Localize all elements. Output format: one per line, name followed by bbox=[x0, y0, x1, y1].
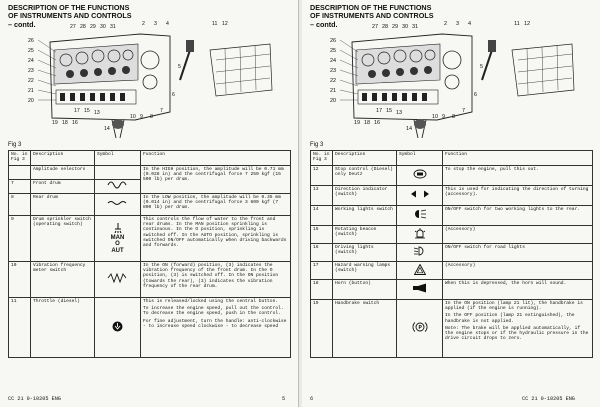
table-row: 13 Direction indicator (switch) This is used for indicating the direction of turning (accessory). bbox=[311, 186, 593, 206]
fig-num: 28 bbox=[382, 24, 389, 30]
fig-num: 26 bbox=[330, 38, 337, 44]
direction-arrows-icon bbox=[410, 190, 430, 198]
throttle-icon bbox=[112, 321, 123, 332]
fig-num: 29 bbox=[392, 24, 399, 30]
rotating-beacon-icon bbox=[414, 228, 426, 239]
table-row: 7 Front drum bbox=[9, 180, 291, 194]
man-o-aut-label: MAN O AUT bbox=[110, 234, 125, 254]
high-amplitude-wave-icon bbox=[107, 181, 129, 189]
table-row: 19 Handbrake switch P In the ON position (lamp 21 lit), the handbrake is applied (if the engine is running). In the OFF position (lamp 21 extinguished), the handbrake is not applied. Note: The brake will be applied automatically, if the engine stops or if the hydraulic pressure in the drive circuit drops to zero. bbox=[311, 300, 593, 358]
horn-icon bbox=[412, 283, 428, 293]
fig-num: 10 bbox=[130, 114, 136, 120]
fig-num: 15 bbox=[84, 108, 90, 114]
table-row: 12 Stop control (Diesel) only Deutz To stop the engine, pull this out. bbox=[311, 166, 593, 186]
fig-num: 3 bbox=[456, 21, 460, 27]
table-row: Amplitude selectors In the HIGH position, the amplitude will be 0.71 mm (0.028 in) and the centrifugal force 7 250 kgf (15 500 lb) per drum. bbox=[9, 166, 291, 180]
fig-num: 26 bbox=[28, 38, 34, 44]
fig-num: 28 bbox=[80, 24, 86, 30]
fig-num: 6 bbox=[474, 92, 478, 98]
fig-num: 15 bbox=[386, 108, 393, 114]
page-number: 5 bbox=[282, 396, 286, 402]
fig-num: 24 bbox=[28, 58, 34, 64]
fig-num: 18 bbox=[62, 120, 68, 126]
figure-label: Fig 3 bbox=[310, 142, 324, 148]
header-function: Function bbox=[443, 151, 593, 166]
table-row: 16 Driving lights (switch) ON/OFF switch for road lights bbox=[311, 244, 593, 262]
fig-num: 2 bbox=[142, 21, 145, 27]
fig-num: 21 bbox=[28, 88, 34, 94]
fig-num: 12 bbox=[524, 21, 531, 27]
header-symbol: Symbol bbox=[95, 151, 141, 166]
fig-num: 23 bbox=[330, 68, 337, 74]
fig-num: 14 bbox=[104, 126, 110, 132]
instrument-panel-figure bbox=[20, 20, 280, 138]
fig-num: 20 bbox=[28, 98, 34, 104]
driving-lights-icon bbox=[413, 246, 427, 256]
fig-num: 11 bbox=[212, 21, 218, 27]
table-row: 11 Throttle (diesel) This is released/locked using the central button. To increase the engine speed, pull out the control. To decrease the engine speed, push in the control. For fine adjustment, turn the handle: anti-clockwise - to increase speed clockwise - to decrease speed bbox=[9, 298, 291, 358]
page-title: DESCRIPTION OF THE FUNCTIONS OF INSTRUMENTS AND CONTROLS – contd. bbox=[310, 3, 434, 29]
fig-num: 5 bbox=[480, 64, 484, 70]
sprinkler-icon bbox=[113, 223, 123, 233]
table-header-row bbox=[9, 151, 291, 166]
fig-num: 19 bbox=[52, 120, 58, 126]
left-page bbox=[0, 0, 299, 407]
fig-num: 31 bbox=[412, 24, 419, 30]
fig-num: 14 bbox=[406, 126, 413, 132]
functions-table bbox=[310, 150, 593, 358]
fig-num: 8 bbox=[150, 114, 153, 120]
working-light-icon bbox=[413, 209, 427, 219]
fig-num: 7 bbox=[462, 108, 466, 114]
header-no: No. in Fig 3 bbox=[9, 151, 31, 166]
fig-num: 8 bbox=[452, 114, 456, 120]
fig-num: 12 bbox=[222, 21, 228, 27]
fig-num: 3 bbox=[154, 21, 157, 27]
fig-num: 27 bbox=[372, 24, 379, 30]
table-row: 18 Horn (button) When this is depressed, the horn will sound. bbox=[311, 280, 593, 300]
fig-num: 22 bbox=[28, 78, 34, 84]
hazard-warning-icon bbox=[414, 264, 426, 275]
fig-num: 10 bbox=[432, 114, 439, 120]
fig-num: 25 bbox=[28, 48, 34, 54]
functions-table bbox=[8, 150, 291, 358]
header-function: Function bbox=[141, 151, 291, 166]
fig-num: 2 bbox=[444, 21, 448, 27]
footer-doc-code: CC 21 0-10205 ENG bbox=[522, 396, 575, 402]
fig-num: 20 bbox=[330, 98, 337, 104]
stop-control-icon bbox=[413, 169, 427, 179]
page-title: DESCRIPTION OF THE FUNCTIONS OF INSTRUMENTS AND CONTROLS – contd. bbox=[8, 3, 132, 29]
fig-num: 7 bbox=[160, 108, 163, 114]
fig-num: 30 bbox=[100, 24, 106, 30]
figure-label: Fig 3 bbox=[8, 142, 22, 148]
right-page bbox=[302, 0, 600, 407]
fig-num: 16 bbox=[374, 120, 381, 126]
instrument-panel-figure bbox=[322, 20, 582, 138]
handbrake-icon bbox=[412, 321, 428, 333]
fig-num: 23 bbox=[28, 68, 34, 74]
fig-num: 31 bbox=[110, 24, 116, 30]
fig-num: 18 bbox=[364, 120, 371, 126]
table-row: 14 Working lights switch ON/OFF switch for two working lights to the rear. bbox=[311, 206, 593, 226]
fig-num: 30 bbox=[402, 24, 409, 30]
fig-num: 5 bbox=[178, 64, 181, 70]
fig-num: 6 bbox=[172, 92, 175, 98]
fig-num: 19 bbox=[354, 120, 361, 126]
fig-num: 13 bbox=[396, 110, 403, 116]
fig-num: 27 bbox=[70, 24, 76, 30]
fig-num: 22 bbox=[330, 78, 337, 84]
table-row: 9 Drum sprinkler switch (operating switch) MAN O AUT This controls the flow of water to the front and rear drums. In the MAN position sprinkling is continuous. In the O position, sprinkling is switched off. In the AUTO position, sprinkling is switched ON/OFF automatically when driving backwards and forwards. bbox=[9, 216, 291, 262]
header-symbol: Symbol bbox=[397, 151, 443, 166]
fig-num: 21 bbox=[330, 88, 337, 94]
fig-num: 16 bbox=[72, 120, 78, 126]
svg-text:P: P bbox=[418, 325, 422, 332]
table-row: 10 Vibration frequency meter switch In the ON (forward) position, (3) indicates the vibration frequency of the front drum. In the O position, (3) is switched off. In the ON position (towards the rear), (3) indicates the vibration frequency of the rear drum. bbox=[9, 262, 291, 298]
fig-num: 9 bbox=[442, 114, 446, 120]
fig-num: 29 bbox=[90, 24, 96, 30]
header-no: No. in Fig 3 bbox=[311, 151, 333, 166]
fig-num: 9 bbox=[140, 114, 143, 120]
table-row: 17 Hazard warning lamps (switch) (Accessory) bbox=[311, 262, 593, 280]
fig-num: 24 bbox=[330, 58, 337, 64]
fig-num: 17 bbox=[74, 108, 80, 114]
header-description: Description bbox=[333, 151, 397, 166]
fig-num: 11 bbox=[514, 21, 520, 27]
fig-num: 13 bbox=[94, 110, 100, 116]
fig-num: 17 bbox=[376, 108, 383, 114]
fig-num: 4 bbox=[468, 21, 472, 27]
footer-doc-code: CC 21 0-10205 ENG bbox=[8, 396, 61, 402]
table-row: 8 Rear drum In the LOW position, the amplitude will be 0.35 mm (0.014 in) and the centrifugal force 3 600 kgf (7 800 lb) per drum. bbox=[9, 194, 291, 216]
page-number: 6 bbox=[310, 396, 314, 402]
low-amplitude-wave-icon bbox=[107, 199, 129, 207]
header-description: Description bbox=[31, 151, 95, 166]
fig-num: 4 bbox=[166, 21, 169, 27]
table-header-row bbox=[311, 151, 593, 166]
table-row: 15 Rotating beacon (switch) (Accessory) bbox=[311, 226, 593, 244]
fig-num: 25 bbox=[330, 48, 337, 54]
vibration-frequency-icon bbox=[107, 273, 129, 283]
